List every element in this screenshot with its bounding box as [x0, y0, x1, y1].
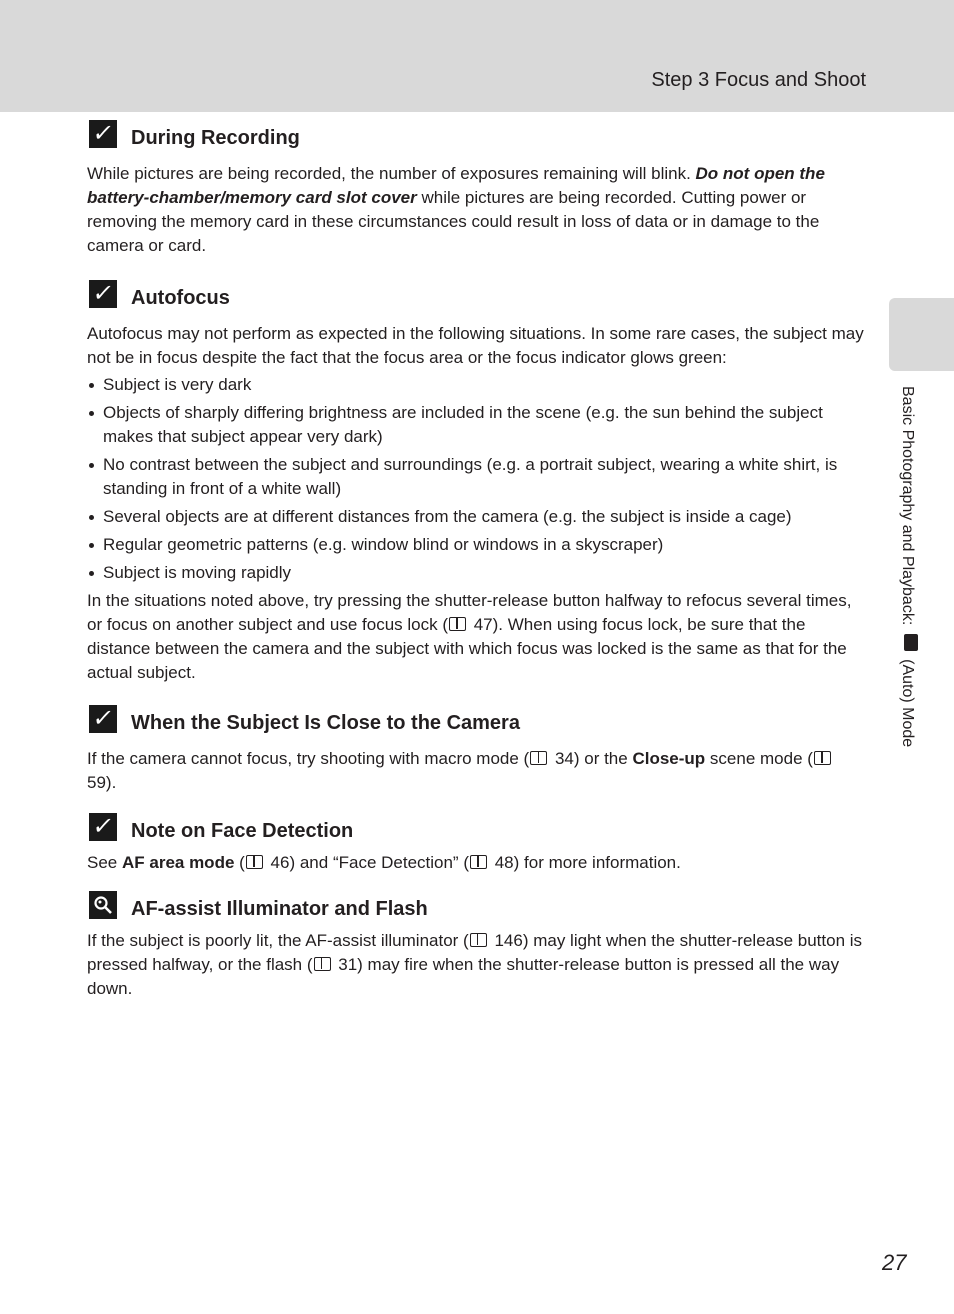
chapter-label-after: (Auto) Mode: [899, 654, 916, 748]
bold-warning: Do not open the battery-chamber/memory card slot cover: [87, 164, 825, 207]
camera-icon: [904, 634, 918, 651]
text-run: ). When using focus lock, be sure that the distance between the camera and the subject with which focus was locked is the same as that for the actual subject.: [87, 615, 847, 682]
page-ref-number: 59: [87, 773, 106, 792]
section-heading: [87, 889, 865, 925]
text-run: while pictures are being recorded. Cutting power or removing the memory card in these circumstances could result in loss of data or in damage to the camera or card.: [87, 188, 820, 255]
page-ref-number: 47: [473, 615, 493, 634]
text-run: If the camera cannot focus, try shooting with macro mode (: [87, 749, 530, 768]
text-run: ).: [105, 773, 117, 792]
page-ref-number: 46: [270, 853, 290, 872]
text-run: ) for more information.: [513, 853, 681, 872]
section-af-assist: [87, 889, 865, 1001]
text-run: (: [234, 853, 245, 872]
paragraph: Autofocus may not perform as expected in the following situations. In some rare cases, the subject may not be in focus despite the fact that the focus area or the focus indicator glows green:: [87, 324, 864, 367]
list-item: Regular geometric patterns (e.g. window blind or windows in a skyscraper): [87, 533, 865, 557]
text-run: ) and “Face Detection” (: [289, 853, 469, 872]
section-face-detection: [87, 811, 865, 875]
section-title: During Recording: [131, 127, 300, 149]
bold-term: AF area mode: [121, 853, 235, 872]
list-item: Several objects are at different distances from the camera (e.g. the subject is inside a cage): [87, 505, 865, 529]
paragraph: [87, 851, 865, 875]
page-number: 27: [882, 1250, 907, 1275]
text-run: In the situations noted above, try pressing the shutter-release button halfway to refocus several times, or focus on another subject and use focus lock (: [87, 591, 852, 634]
text-run: ) or the: [573, 749, 633, 768]
list-item: Subject is moving rapidly: [87, 561, 865, 585]
chapter-side-label: [897, 386, 918, 747]
paragraph: [87, 589, 865, 685]
section-heading: [87, 118, 865, 154]
page-ref-icon: [314, 957, 331, 971]
paragraph: [87, 747, 865, 795]
page-ref-icon: [814, 751, 831, 765]
section-heading: [87, 811, 865, 847]
section-title: Autofocus: [131, 287, 230, 309]
chapter-tab: [889, 298, 954, 371]
section-during-recording: [87, 118, 865, 258]
text-run: ) may fire when the shutter-release button is pressed all the way down.: [87, 955, 840, 998]
header-band: [0, 0, 954, 112]
section-autofocus: [87, 278, 865, 685]
section-title: Note on Face Detection: [131, 820, 354, 842]
section-close-subject: [87, 703, 865, 795]
checkmark-icon: ✓: [90, 705, 116, 732]
page-ref-icon: [530, 751, 547, 765]
text-run: ) may light when the shutter-release button is pressed halfway, or the flash (: [87, 931, 863, 974]
list-item: Objects of sharply differing brightness are included in the scene (e.g. the sun behind the subject makes that subject appear very dark): [87, 401, 865, 449]
text-run: See: [87, 853, 122, 872]
page-ref-icon: [470, 933, 487, 947]
page-ref-number: 48: [494, 853, 514, 872]
bullet-list: [87, 373, 865, 585]
page-content: [87, 118, 865, 1001]
section-title: When the Subject Is Close to the Camera: [131, 712, 520, 734]
checkmark-icon: ✓: [90, 280, 116, 307]
page-ref-number: 146: [494, 931, 523, 950]
magnifier-hint-icon: [89, 891, 117, 919]
checkmark-icon: ✓: [90, 813, 116, 840]
text-run: scene mode (: [705, 749, 813, 768]
checkmark-icon: ✓: [90, 120, 116, 147]
paragraph: [87, 162, 865, 258]
section-heading: [87, 703, 865, 739]
bold-term: Close-up: [632, 749, 706, 768]
list-item: No contrast between the subject and surroundings (e.g. a portrait subject, wearing a white shirt, is standing in front of a white wall): [87, 453, 865, 501]
page-ref-number: 31: [338, 955, 358, 974]
section-heading: [87, 278, 865, 314]
text-run: If the subject is poorly lit, the AF-assist illuminator (: [87, 931, 469, 950]
section-title: AF-assist Illuminator and Flash: [131, 898, 428, 920]
paragraph: [87, 929, 865, 1001]
page-ref-icon: [449, 617, 466, 631]
page-ref-icon: [246, 855, 263, 869]
list-item: Subject is very dark: [87, 373, 865, 397]
chapter-label-before: Basic Photography and Playback:: [899, 386, 916, 630]
text-run: While pictures are being recorded, the number of exposures remaining will blink.: [87, 164, 696, 183]
running-header: Step 3 Focus and Shoot: [651, 69, 866, 91]
page-ref-icon: [470, 855, 487, 869]
page-ref-number: 34: [554, 749, 574, 768]
